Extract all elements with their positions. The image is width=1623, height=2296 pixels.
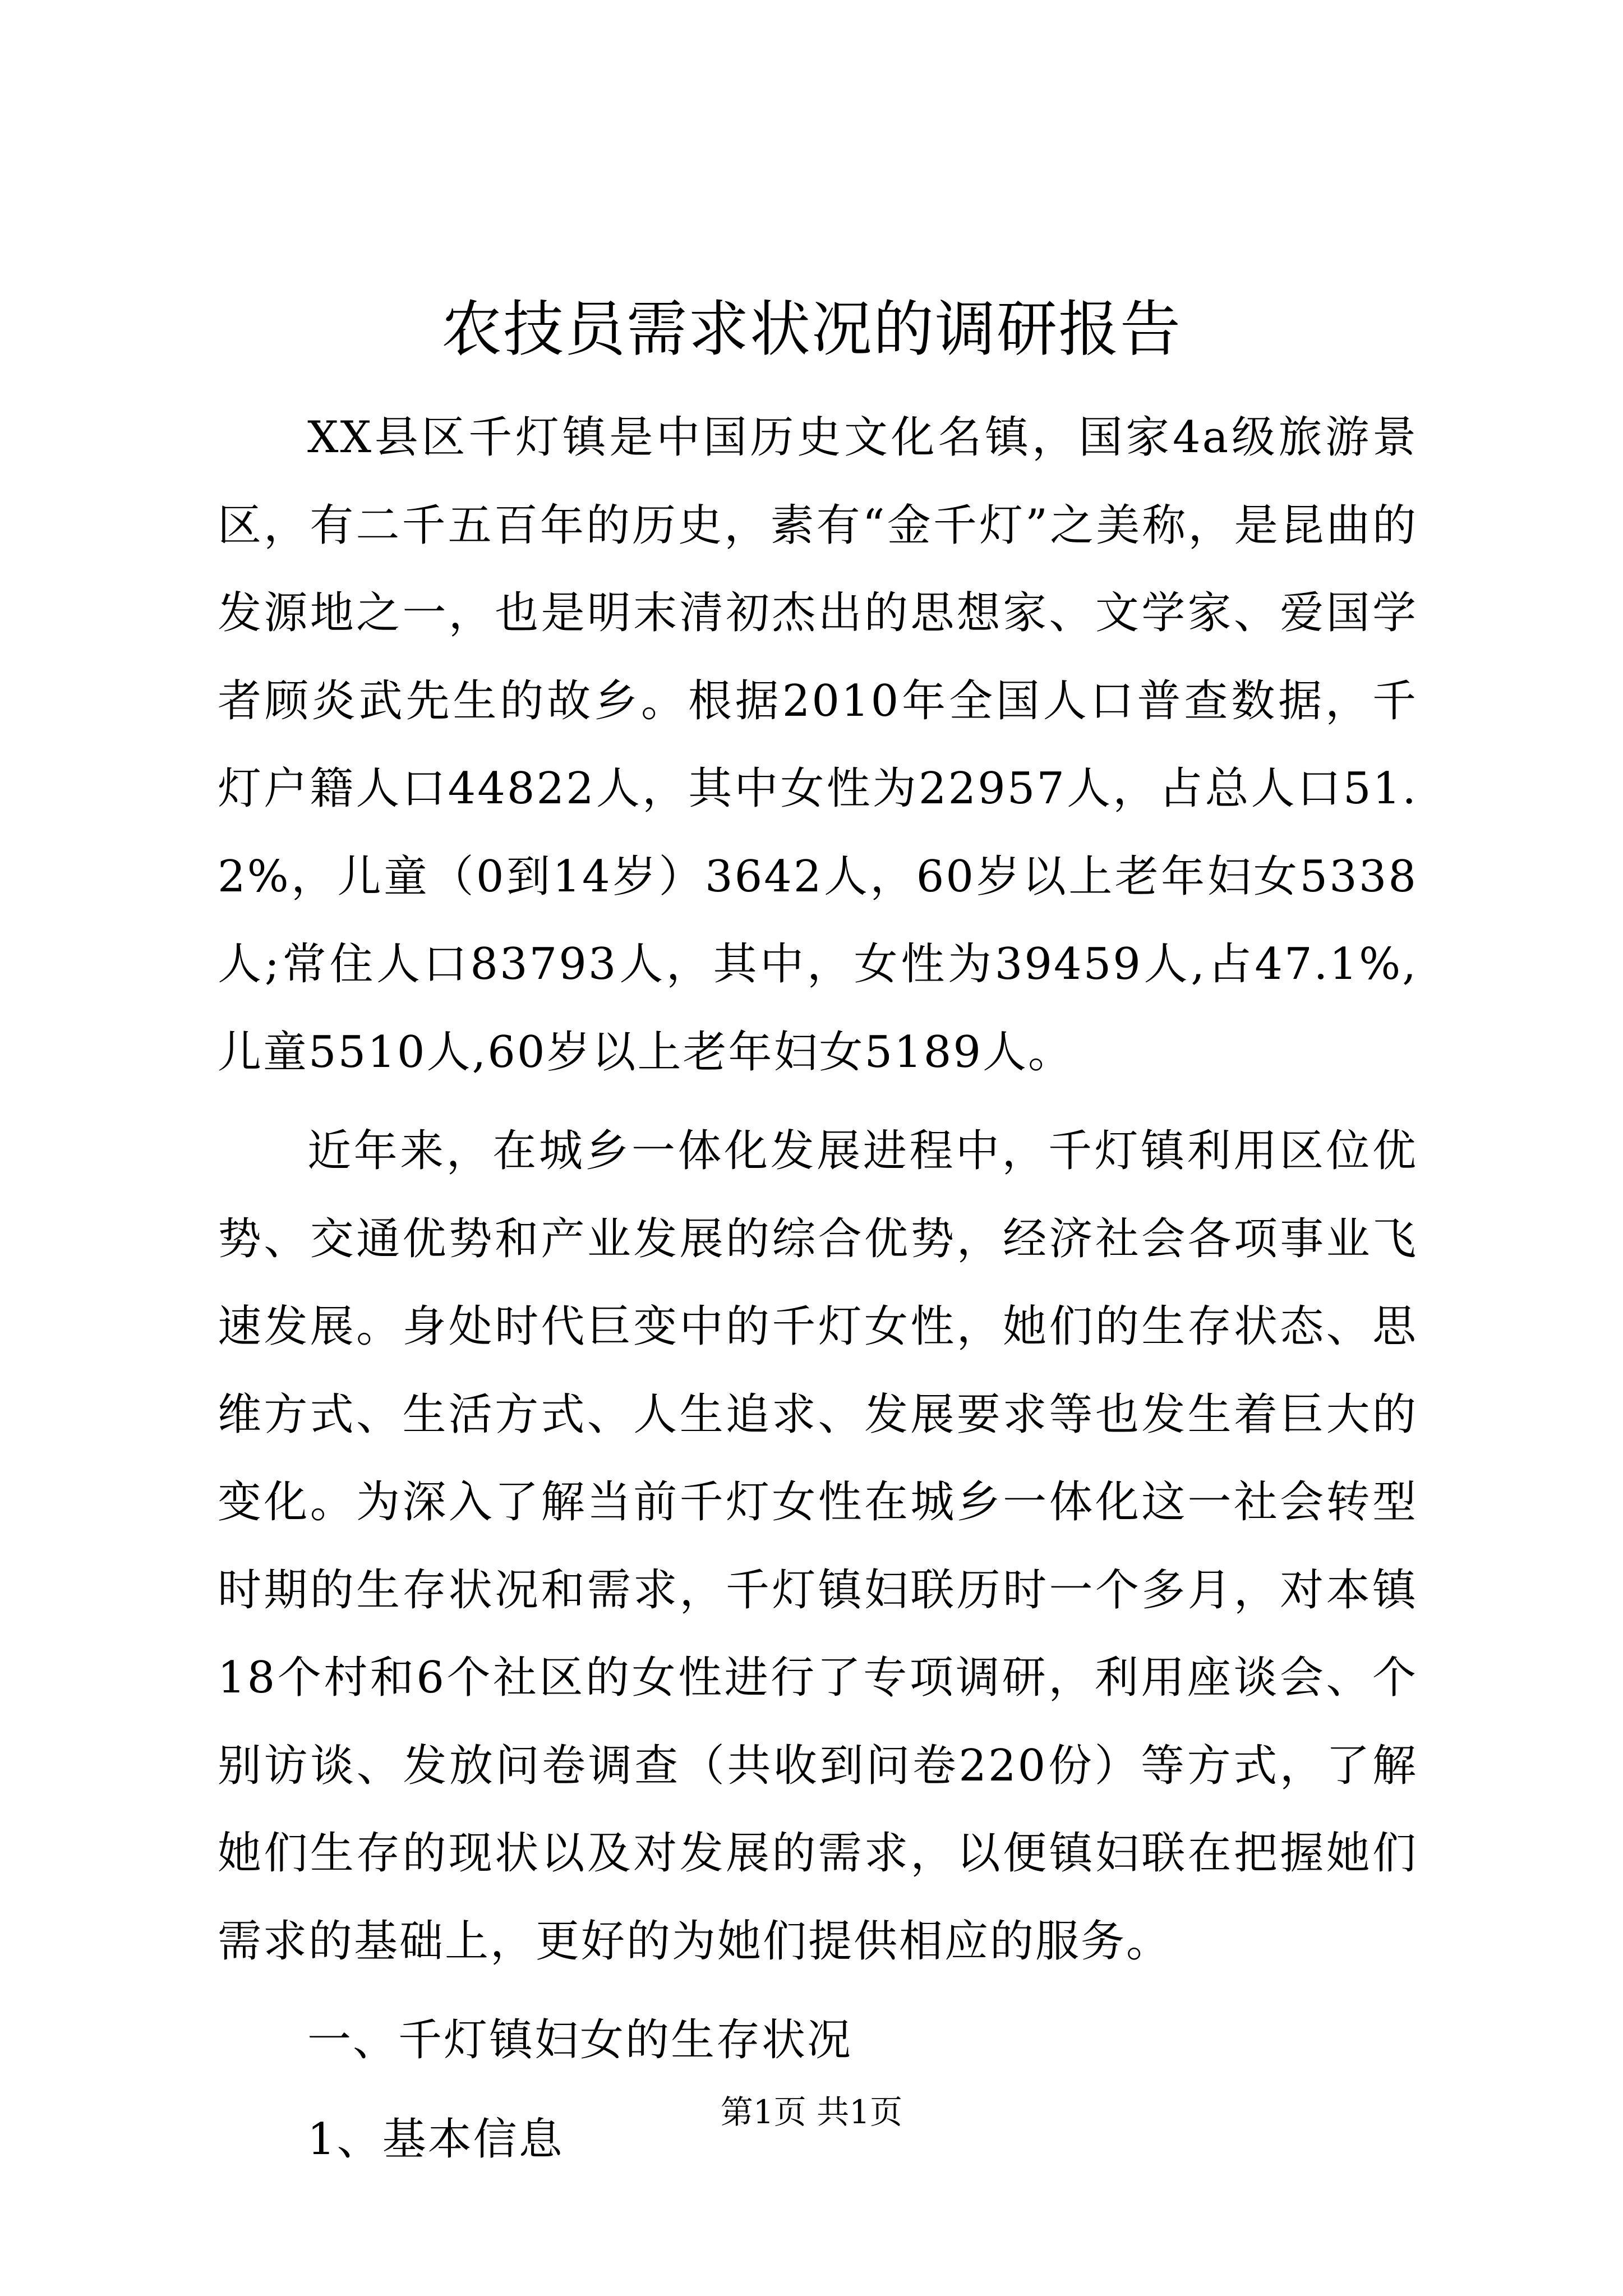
- paragraph-gap: [218, 1985, 1418, 1996]
- paragraph-intro: XX县区千灯镇是中国历史文化名镇，国家4a级旅游景区，有二千五百年的历史，素有“金千灯”之美称，是昆曲的发源地之一，也是明末清初杰出的思想家、文学家、爱国学者顾炎武先生的故乡。根据2010年全国人口普查数据，千灯户籍人口44822人，其中女性为22957人，占总人口51.2%，儿童（0到14岁）3642人，60岁以上老年妇女5338人;常住人口83793人，其中，女性为39459人,占47.1%,儿童5510人,60岁以上老年妇女5189人。: [218, 412, 1418, 1078]
- paragraph-gap: [218, 1096, 1418, 1107]
- subsection-heading: 1、基本信息: [307, 2114, 564, 2165]
- document-body: [218, 394, 1418, 2183]
- paragraph-development: 近年来，在城乡一体化发展进程中，千灯镇利用区位优势、交通优势和产业发展的综合优势，经济社会各项事业飞速发展。身处时代巨变中的千灯女性，她们的生存状态、思维方式、生活方式、人生追求、发展要求等也发生着巨大的变化。为深入了解当前千灯女性在城乡一体化这一社会转型时期的生存状况和需求，千灯镇妇联历时一个多月，对本镇18个村和6个社区的女性进行了专项调研，利用座谈会、个别访谈、发放问卷调查（共收到问卷220份）等方式，了解她们生存的现状以及对发展的需求，以便镇妇联在把握她们需求的基础上，更好的为她们提供相应的服务。: [218, 1126, 1418, 1967]
- section-heading: 一、千灯镇妇女的生存状况: [307, 2015, 853, 2065]
- page-footer: 第1页 共1页: [720, 2093, 903, 2131]
- document-title: 农技员需求状况的调研报告: [441, 295, 1182, 365]
